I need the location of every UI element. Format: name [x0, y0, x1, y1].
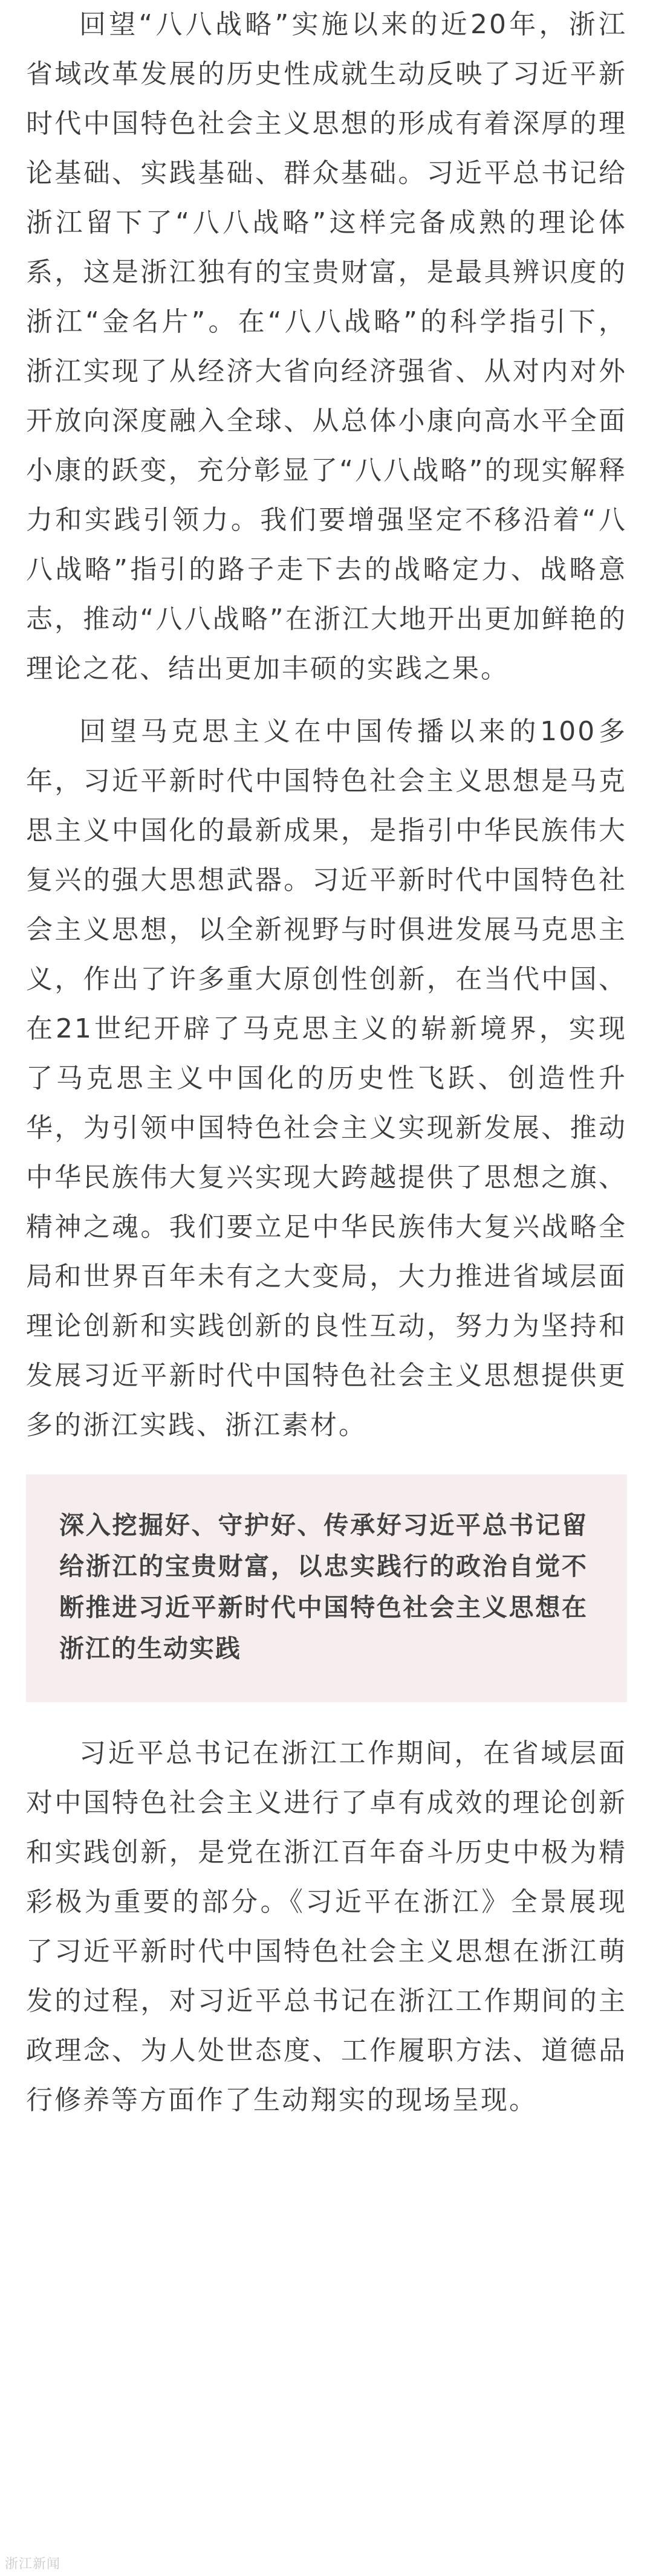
source-watermark: 浙江新闻	[5, 2557, 61, 2572]
paragraph-1: 回望“八八战略”实施以来的近20年，浙江省域改革发展的历史性成就生动反映了习近平新时代中国特色社会主义思想的形成有着深厚的理论基础、实践基础、群众基础。习近平总书记给浙江留下了“八八战略”这样完备成熟的理论体系，这是浙江独有的宝贵财富，是最具辨识度的浙江“金名片”。在“八八战略”的科学指引下，浙江实现了从经济大省向经济强省、从对内对外开放向深度融入全球、从总体小康向高水平全面小康的跃变，充分彰显了“八八战略”的现实解释力和实践引领力。我们要增强坚定不移沿着“八八战略”指引的路子走下去的战略定力、战略意志，推动“八八战略”在浙江大地开出更加鲜艳的理论之花、结出更加丰硕的实践之果。	[26, 9, 627, 684]
pull-quote-text: 深入挖掘好、守护好、传承好习近平总书记留给浙江的宝贵财富，以忠实践行的政治自觉不断推进习近平新时代中国特色社会主义思想在浙江的生动实践	[59, 1511, 588, 1663]
pull-quote-box	[26, 1474, 627, 1702]
paragraph-2: 回望马克思主义在中国传播以来的100多年，习近平新时代中国特色社会主义思想是马克思主义中国化的最新成果，是指引中华民族伟大复兴的强大思想武器。习近平新时代中国特色社会主义思想，以全新视野与时俱进发展马克思主义，作出了许多重大原创性创新，在当代中国、在21世纪开辟了马克思主义的崭新境界，实现了马克思主义中国化的历史性飞跃、创造性升华，为引领中国特色社会主义实现新发展、推动中华民族伟大复兴实现大跨越提供了思想之旗、精神之魂。我们要立足中华民族伟大复兴战略全局和世界百年未有之大变局，大力推进省域层面理论创新和实践创新的良性互动，努力为坚持和发展习近平新时代中国特色社会主义思想提供更多的浙江实践、浙江素材。	[26, 716, 627, 1441]
paragraph-3: 习近平总书记在浙江工作期间，在省域层面对中国特色社会主义进行了卓有成效的理论创新和实践创新，是党在浙江百年奋斗历史中极为精彩极为重要的部分。《习近平在浙江》全景展现了习近平新时代中国特色社会主义思想在浙江萌发的过程，对习近平总书记在浙江工作期间的主政理念、为人处世态度、工作履职方法、道德品行修养等方面作了生动翔实的现场呈现。	[26, 1738, 627, 2116]
